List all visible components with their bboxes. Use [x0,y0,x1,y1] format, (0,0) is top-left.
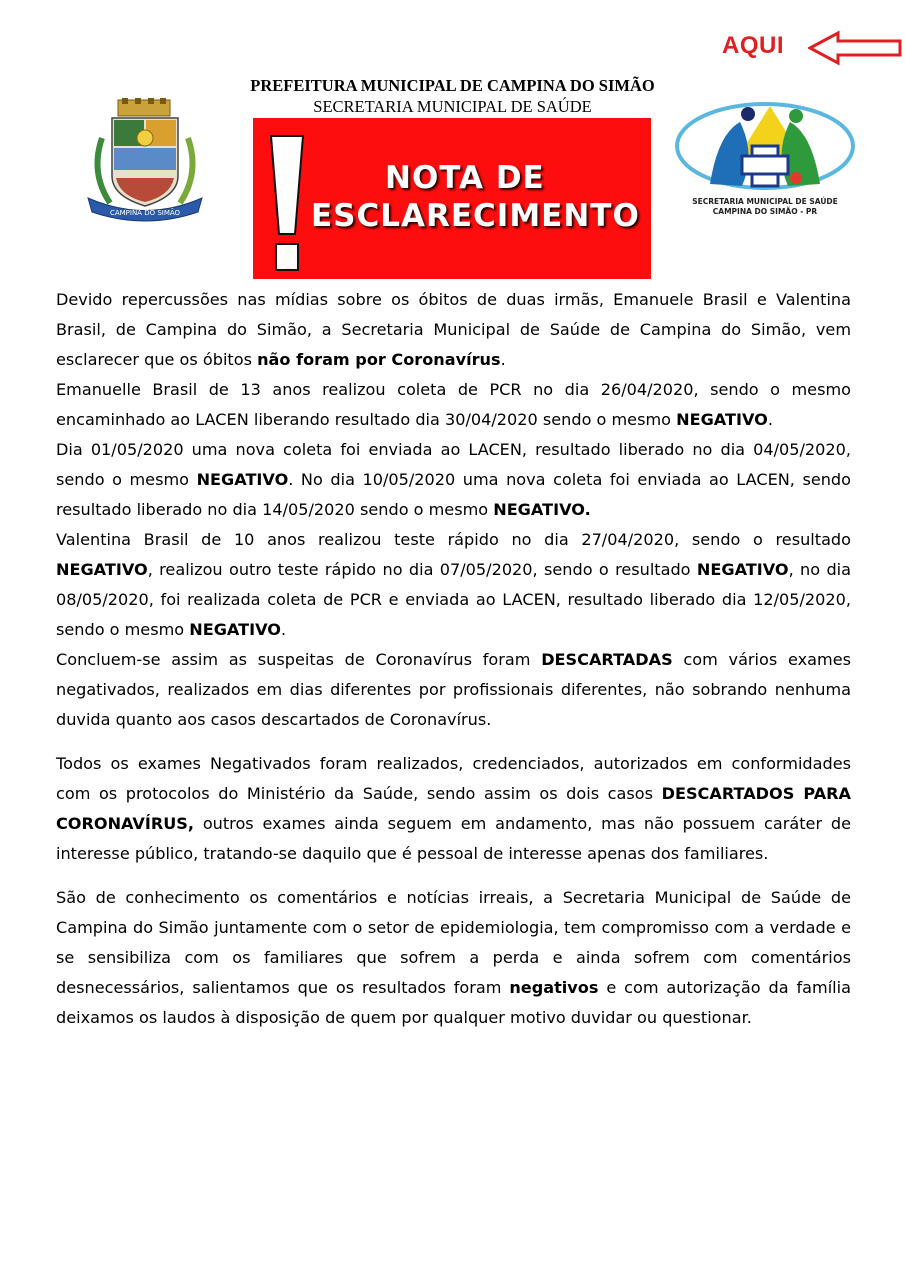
paragraph-text: . No dia 10/05/2020 uma nova coleta foi enviada ao LACEN, sendo resultado liberado no dia 14/05/2020 sendo o mesmo [56,470,851,519]
health-logo-line2: CAMPINA DO SIMÃO - PR [712,207,818,216]
paragraph-text: São de conhecimento os comentários e notícias irreais, a Secretaria Municipal de Saúde de Campina do Simão juntamente com o setor de epidemiologia, tem compromisso com a verdade e se sensibiliza com os familiares que sofrem a perda e ainda sofrem com comentários desnecessários, salientamos que os resultados foram [56,888,851,997]
municipal-crest-logo [80,98,210,223]
banner-line2: ESCLARECIMENTO [311,198,640,234]
aqui-label: AQUI [722,32,784,59]
arrow-left-icon [808,30,904,66]
paragraph-text: , realizou outro teste rápido no dia 07/05/2020, sendo o resultado [147,560,697,579]
bold-text: NEGATIVO [189,620,281,639]
paragraph-text: . [767,410,773,429]
secretaria-subtitle: SECRETARIA MUNICIPAL DE SAÚDE [313,97,592,116]
paragraph-text: Valentina Brasil de 10 anos realizou teste rápido no dia 27/04/2020, sendo o resultado [56,530,851,549]
bold-text: DESCARTADOS PARA CORONAVÍRUS, [56,784,852,833]
prefeitura-title: PREFEITURA MUNICIPAL DE CAMPINA DO SIMÃO [250,76,655,95]
paragraph-1 [56,285,851,375]
bold-text: NEGATIVO [56,560,148,579]
exclamation-icon [267,134,307,274]
paragraph-text: Concluem-se assim as suspeitas de Coronavírus foram [56,650,542,669]
paragraph-text: . [500,350,506,369]
bold-text: negativos [509,978,599,997]
document-body [56,285,851,1033]
bold-text: NEGATIVO [196,470,289,489]
paragraph-text: , no dia 08/05/2020, foi realizada coleta de PCR e enviada ao LACEN, resultado liberado dia 12/05/2020, sendo o mesmo [56,560,851,639]
banner-line1: NOTA DE [385,160,545,196]
crest-ribbon-text: CAMPINA DO SIMÃO [109,209,181,217]
paragraph-text: Dia 01/05/2020 uma nova coleta foi enviada ao LACEN, resultado liberado no dia 04/05/2020, sendo o mesmo [56,440,851,489]
paragraph-text: Devido repercussões nas mídias sobre os óbitos de duas irmãs, Emanuele Brasil e Valentina Brasil, de Campina do Simão, a Secretaria Municipal de Saúde de Campina do Simão, vem esclarecer que os óbitos [56,290,851,369]
paragraph-7 [56,883,851,1033]
bold-text: DESCARTADAS [541,650,673,669]
paragraph-text: Todos os exames Negativados foram realizados, credenciados, autorizados em conformidades com os protocolos do Ministério da Saúde, sendo assim os dois casos [56,754,851,803]
paragraph-text: com vários exames negativados, realizados em dias diferentes por profissionais diferentes, não sobrando nenhuma duvida quanto aos casos descartados de Coronavírus. [56,650,851,729]
paragraph-text: Emanuelle Brasil de 13 anos realizou coleta de PCR no dia 26/04/2020, sendo o mesmo encaminhado ao LACEN liberando resultado dia 30/04/2020 sendo o mesmo [56,380,851,429]
health-logo-line1: SECRETARIA MUNICIPAL DE SAÚDE [692,197,838,206]
paragraph-text: . [280,620,287,639]
health-secretariat-logo [670,94,860,224]
paragraph-4 [56,525,851,645]
bold-text: NEGATIVO [696,560,789,579]
paragraph-2 [56,375,851,435]
bold-text: não foram por Coronavírus [257,350,501,369]
paragraph-text: outros exames ainda seguem em andamento, mas não possuem caráter de interesse público, tratando-se daquilo que é pessoal de interesse apenas dos familiares. [56,814,851,863]
bold-text: NEGATIVO [676,410,768,429]
paragraph-6 [56,749,851,869]
bold-text: NEGATIVO. [493,500,591,519]
paragraph-text: e com autorização da família deixamos os laudos à disposição de quem por qualquer motivo duvidar ou questionar. [56,978,851,1027]
paragraph-5 [56,645,851,735]
nota-esclarecimento-banner [253,118,651,279]
paragraph-3 [56,435,851,525]
